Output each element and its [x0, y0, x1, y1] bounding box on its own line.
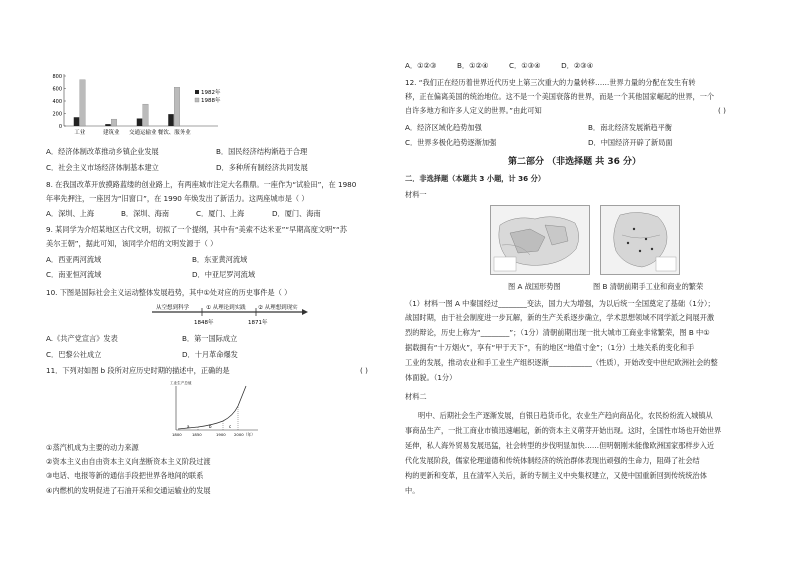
industrial-output-chart — [168, 378, 268, 440]
bar-chart — [40, 70, 240, 140]
q10-option-b: B．第一国际成立 — [182, 334, 238, 343]
q12-option-a: A．经济区域化趋势加强 — [405, 123, 482, 132]
y-tick-label: 400 — [52, 99, 62, 105]
q8-line2: 年率先押注，一座因为“旧窗口”，在 1990 年焕发出了新活力。这两座城市是（ ） — [46, 194, 309, 203]
q11-xtick-1900: 1900 — [216, 432, 226, 437]
q9-line1: 9. 某同学为介绍某地区古代文明，切拟了一个提纲，其中有“美索不达米亚”“早期高度文明”“苏 — [46, 225, 347, 234]
m2-line-5: 构的更新和变革，且在清军入关后，新的专制主义中央集权建立，又使中国重新回到传统统治体 — [405, 471, 707, 480]
m2-line-4: 代化发展阶段，儒家伦理道德和传统体制经济的统治群体表现出顽强的生命力，阻碍了社会结 — [405, 456, 700, 465]
q1-line-4: 据载拥有“十万烟火”，享有“甲于天下”，有的地区“地值寸金”；（1分）土地关系的变化和手 — [405, 343, 695, 352]
q7-option-a: A．经济体制改革推动乡镇企业发展 — [46, 147, 159, 156]
q11-xtick-1800: 1800 — [172, 432, 182, 437]
category-label: 建筑业 — [102, 130, 120, 136]
category-label: 餐饮、服务业 — [157, 130, 191, 136]
section2-heading: 二．非选择题（本题共 3 小题，计 36 分） — [405, 174, 546, 183]
bar-0-series-1 — [80, 80, 86, 126]
q11-opt-2: ②资本主义由自由资本主义向垄断资本主义阶段过渡 — [46, 457, 211, 466]
bar-1-series-1 — [111, 119, 117, 126]
y-tick-label: 600 — [52, 86, 62, 93]
q7-option-b: B．国民经济结构渐趋于合理 — [216, 147, 308, 156]
timeline-stage-2: ① 从理论到实践 — [206, 305, 246, 311]
y-tick-label: 800 — [52, 74, 62, 80]
material1-label: 材料一 — [405, 190, 427, 199]
q10-option-c: C．巴黎公社成立 — [46, 350, 102, 359]
q12-option-d: D．中国经济开辟了新局面 — [588, 138, 673, 147]
q11-bracket: ( ) — [360, 366, 368, 375]
q1-line-3: 烈的辩论，历史上称为“________”；（1分）清朝前期出现一批大城市工商业非常繁荣，图 B 中① — [405, 328, 710, 337]
m2-line-1: 明中、后期社会生产逐渐发展，自银日趋货币化，农业生产趋向商品化，农民纷纷流入城镇从 — [418, 411, 713, 420]
q8-option-c: C．厦门、上海 — [196, 209, 245, 218]
q8-option-d: D．厦门、海南 — [272, 209, 321, 218]
q12-line2: 移，正在偏离美国的统治地位。这不是一个美国衰落的世界，而是一个其他国家崛起的世界，一个 — [405, 92, 715, 101]
seg-c-label: c — [229, 424, 232, 429]
q12-option-c: C．世界多极化趋势逐渐加强 — [405, 138, 497, 147]
m2-line-3: 延伸，私人海外贸易发展迅猛，社会转型的步伐明显加快……但明朝刚未能像欧洲国家那样步入近 — [405, 441, 715, 450]
socialism-timeline — [150, 302, 310, 332]
map-b-caption: 图 B 清朝前期手工业和商业的繁荣 — [593, 282, 704, 291]
timeline-stage-1: 从空想到科学 — [156, 305, 190, 311]
q7-option-d: D．多种所有制经济共同发展 — [216, 163, 308, 172]
legend-1988: 1988年 — [201, 98, 221, 104]
bar-0-series-0 — [74, 117, 80, 126]
timeline-year-1848: 1848年 — [194, 320, 214, 326]
map-b-qing-commerce — [600, 205, 680, 275]
q11-opt-1: ①蒸汽机成为主要的动力来源 — [46, 443, 139, 452]
legend-1982: 1982年 — [201, 90, 221, 96]
category-label: 工业 — [74, 130, 86, 136]
timeline-year-1871: 1871年 — [248, 320, 268, 326]
bar-2-series-0 — [137, 119, 143, 127]
bar-3-series-0 — [168, 114, 174, 126]
timeline-stage-3: ② 从理想到现实 — [258, 305, 298, 311]
q11-stem: 11．下列对如图 b 段所对应历史时期的描述中，正确的是 — [46, 366, 230, 375]
q11-answer-options: A．①②③ B．①②④ C．①③④ D．②③④ — [405, 61, 594, 70]
q1-line-6: 体面貌。（1分） — [405, 373, 457, 382]
q7-option-c: C．社会主义市场经济体制基本建立 — [46, 163, 159, 172]
legend-swatch-1982 — [195, 90, 199, 94]
q12-line3: 自许多地方和许多人定义的世界。”由此可知 — [405, 106, 542, 115]
m2-line-6: 中。 — [405, 486, 420, 495]
part2-title: 第二部分 （非选择题 共 36 分） — [508, 157, 642, 167]
q9-option-d: D．中亚尼罗河流域 — [192, 270, 256, 279]
q8-option-b: B．深圳、海南 — [121, 209, 170, 218]
material2-label: 材料二 — [405, 392, 427, 401]
seg-b-label: b — [209, 424, 212, 429]
q8-option-a: A．深圳、上海 — [46, 209, 95, 218]
q1-line-1: （1）材料一图 A 中秦国经过________变法，国力大为增强，为以后统一全国奠定了基础（1分）； — [405, 299, 715, 308]
q11-xtick-2000: 2000（年） — [234, 432, 256, 437]
y-tick-label: 0 — [58, 124, 62, 130]
map-a-warring-states — [490, 205, 590, 275]
y-tick-label: 200 — [52, 111, 62, 118]
q1-line-5: 工业的发展，推动农业和手工业生产组织逐渐____________（性质），开始改变中世纪欧洲社会的整 — [405, 358, 718, 367]
q10-stem: 10. 下图是国际社会主义运动整体发展趋势，其中①处对应的历史事件是（ ） — [46, 288, 292, 297]
legend-swatch-1988 — [195, 98, 199, 102]
q11-opt-4: ④内燃机的发明促进了石油开采和交通运输业的发展 — [46, 486, 211, 495]
m2-line-2: 事商品生产，一批工商业市镇迅速崛起，新的资本主义萌芽开始出现。这时，全国性市场也开始世界 — [405, 426, 722, 435]
seg-a-label: a — [187, 424, 190, 429]
q8-line1: 8. 在我国改革开放摸路蓝缕的创业路上，有两座城市注定大名鼎鼎。一座作为“试验田”，在 1980 — [46, 180, 357, 189]
q9-option-c: C．南亚恒河流域 — [46, 270, 102, 279]
output-curve — [178, 386, 246, 429]
q11-xtick-1850: 1850 — [192, 432, 202, 437]
q1-line-2: 战国时期，由于社会制度进一步瓦解，新的生产关系逐步确立，学术思想领域不同学派之间展开激 — [405, 313, 715, 322]
bar-2-series-1 — [143, 104, 149, 126]
q9-option-b: B．东亚黄河流域 — [192, 255, 248, 264]
q10-option-a: A.《共产党宣言》发表 — [46, 334, 118, 343]
bar-3-series-1 — [174, 87, 180, 126]
q10-option-d: D．十月革命爆发 — [182, 350, 238, 359]
category-label: 交通运输业 — [128, 130, 157, 136]
map-a-caption: 图 A 战国形势图 — [508, 282, 561, 291]
q9-line2: 美尔王朝”，据此可知，该同学介绍的文明发源于（ ） — [46, 239, 218, 248]
q11-ylabel: 工业生产总值 — [170, 381, 192, 385]
q9-option-a: A．西亚两河流域 — [46, 255, 102, 264]
q12-option-b: B．南北经济发展渐趋平衡 — [588, 123, 672, 132]
q12-line1: 12. “我们正在经历着世界近代历史上第三次重大的力量转移……世界力量的分配在发生有转 — [405, 78, 696, 87]
q12-bracket: ( ) — [718, 106, 726, 115]
q11-opt-3: ③电话、电报等新的通信手段把世界各地间的联系 — [46, 471, 204, 480]
bar-1-series-0 — [105, 124, 111, 126]
